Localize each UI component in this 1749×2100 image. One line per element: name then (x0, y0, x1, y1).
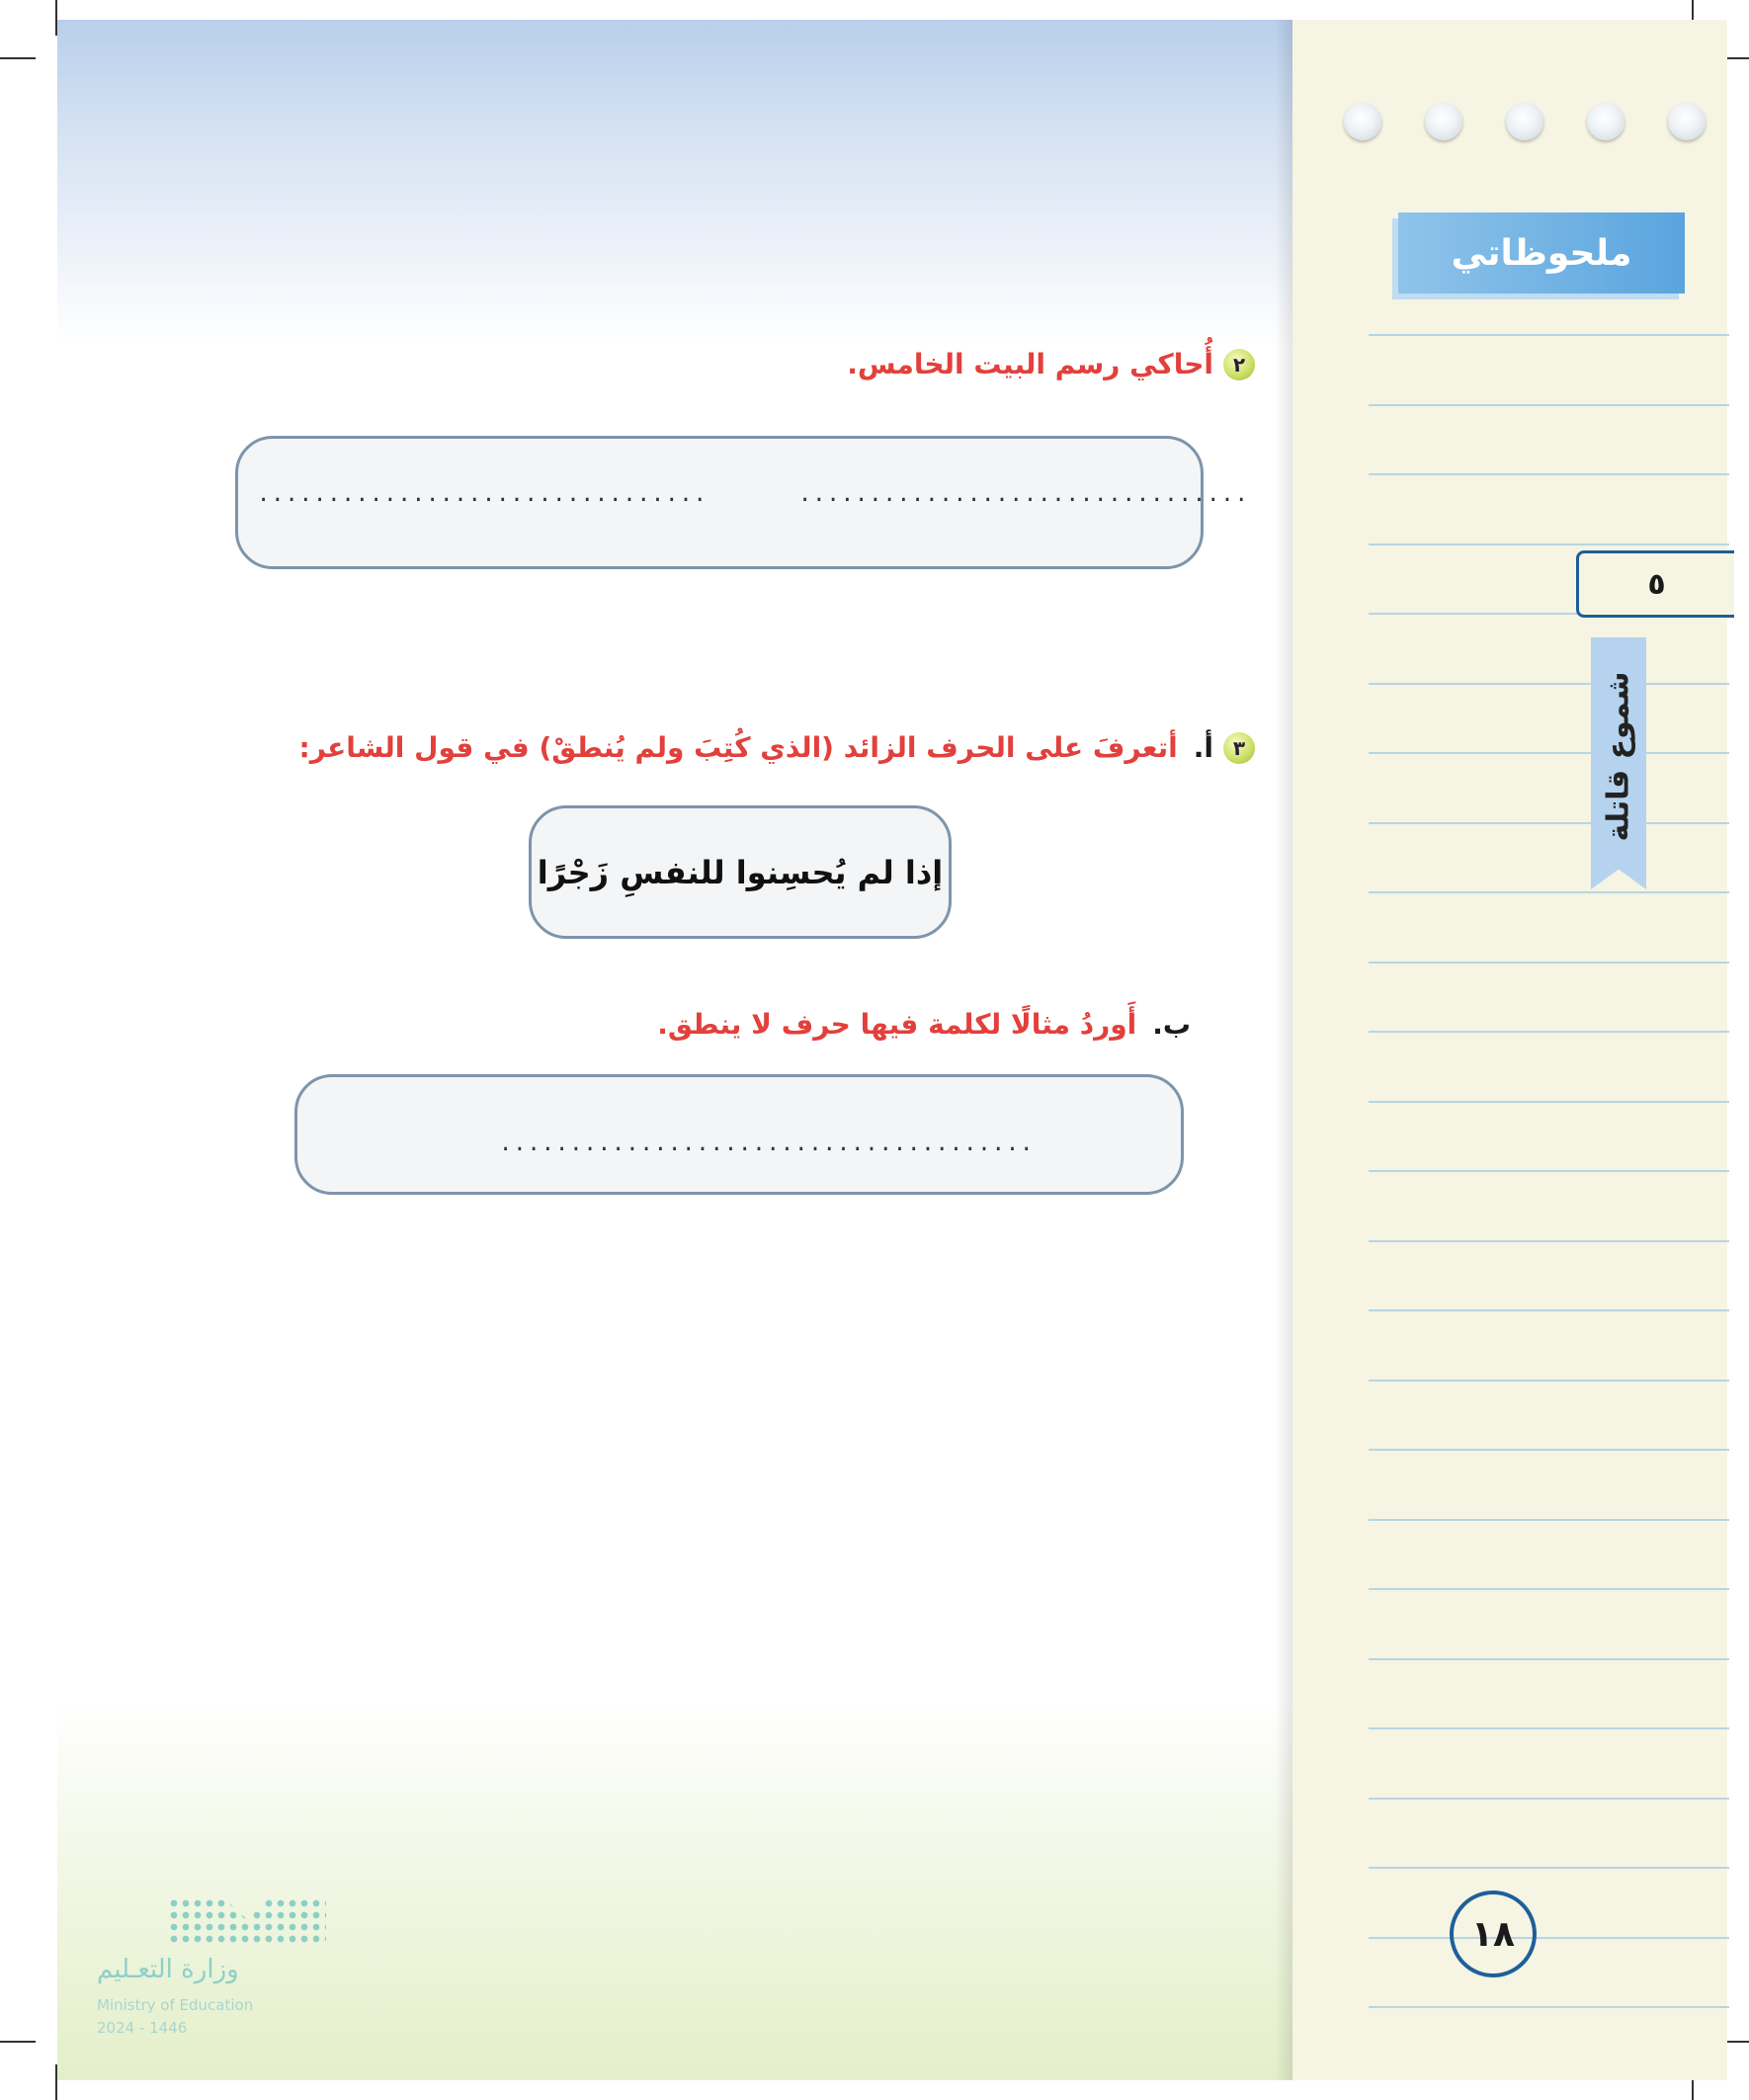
answer-line-right[interactable]: ................................ (798, 482, 1249, 507)
ruled-line (1369, 1101, 1729, 1103)
notes-title: ملحوظاتي (1398, 212, 1685, 294)
ruled-line (1369, 1937, 1729, 1939)
ruled-line (1369, 334, 1729, 336)
page-number: ١٨ (1450, 1890, 1537, 1977)
binder-ring-icon (1344, 103, 1381, 140)
ruled-line (1369, 2006, 1729, 2008)
crop-mark (0, 57, 36, 59)
ruled-line (1369, 891, 1729, 893)
ruled-line (1369, 1031, 1729, 1033)
ruled-line (1369, 544, 1729, 546)
part-a-label: أ. (1193, 731, 1213, 764)
binder-ring-icon (1668, 103, 1706, 140)
binder-ring-icon (1425, 103, 1462, 140)
part-b-label: ب. (1152, 1008, 1191, 1041)
binder-ring-icon (1506, 103, 1543, 140)
ruled-line (1369, 1449, 1729, 1451)
unit-title: شموع قاتلة (1601, 671, 1636, 841)
ruled-line (1369, 962, 1729, 964)
ruled-line (1369, 683, 1729, 685)
ruled-line (1369, 1798, 1729, 1800)
ruled-line (1369, 1658, 1729, 1660)
question-number-badge: ٣ (1223, 732, 1255, 764)
ruled-line (1369, 1170, 1729, 1172)
answer-line-left[interactable]: ................................ (257, 482, 708, 507)
crop-mark (0, 2041, 36, 2043)
ruled-line (1369, 1588, 1729, 1590)
question-number-badge: ٢ (1223, 349, 1255, 380)
question-3a-text: أتعرفَ على الحرف الزائد (الذي كُتِبَ ولم يُنطقْ) في قول الشاعر: (298, 731, 1178, 764)
ruled-line (1369, 1727, 1729, 1729)
ruled-line (1369, 1309, 1729, 1311)
binder-ring-icon (1587, 103, 1624, 140)
ministry-name-ar: وزارة التعـليم (97, 1955, 239, 1984)
ruled-line (1369, 473, 1729, 475)
question-3a (299, 731, 1255, 764)
ruled-line (1369, 1867, 1729, 1869)
page-fold-shadow (1275, 20, 1292, 2080)
unit-number-tab: ٥ (1576, 550, 1734, 618)
poem-verse: إذا لم يُحسِنوا للنفسِ زَجْرًا (529, 805, 952, 939)
ruled-line (1369, 1380, 1729, 1382)
ruled-line (1369, 1519, 1729, 1521)
ruled-line (1369, 752, 1729, 754)
ministry-name-en: Ministry of Education (97, 1996, 254, 2014)
ruled-line (1369, 404, 1729, 406)
ruled-line (1369, 1240, 1729, 1242)
answer-line-q3b[interactable]: ...................................... (499, 1132, 1035, 1156)
question-2 (847, 348, 1255, 380)
question-3b (657, 1008, 1191, 1041)
unit-title-ribbon (1591, 642, 1646, 870)
question-3b-text: أَوردُ مثالًا لكلمة فيها حرف لا ينطق. (657, 1008, 1137, 1041)
question-2-text: أُحاكي رسم البيت الخامس. (847, 348, 1213, 380)
page-content-area (57, 20, 1292, 2080)
ruled-line (1369, 822, 1729, 824)
edition-year: 2024 - 1446 (97, 2019, 188, 2037)
notes-sidebar (1292, 20, 1727, 2080)
